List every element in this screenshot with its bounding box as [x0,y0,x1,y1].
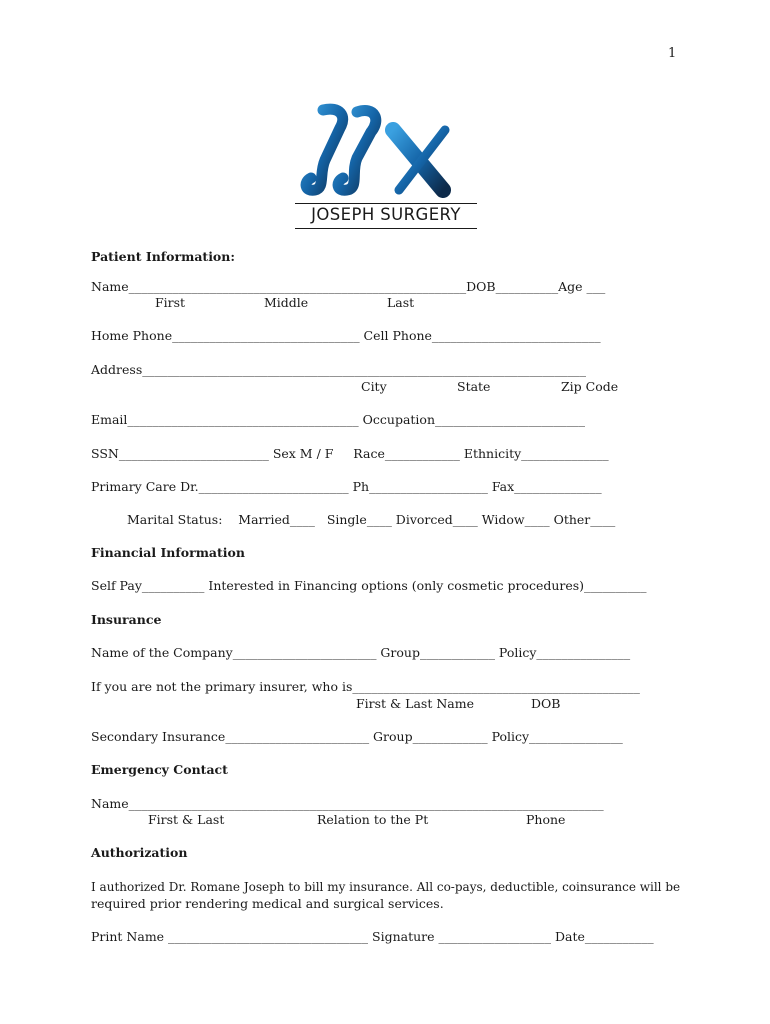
page-number: 1 [668,46,677,61]
brand-top-rule [295,203,477,204]
emergency-phone-label: Phone [526,812,566,827]
primary-insurer-field[interactable]: If you are not the primary insurer, who is______________________________________________ [91,679,640,694]
brand-name: JOSEPH SURGERY [311,205,461,224]
name-middle-label: Middle [264,295,309,310]
address-field[interactable]: Address_______________________________________________________________________ [91,362,586,377]
insurer-name-label: First & Last Name [356,696,474,711]
self-pay-field[interactable]: Self Pay__________ Interested in Financing options (only cosmetic procedures)__________ [91,578,647,593]
emergency-relation-label: Relation to the Pt [317,812,429,827]
insurance-company-field[interactable]: Name of the Company_______________________ Group____________ Policy_______________ [91,645,631,660]
insurance-heading: Insurance [91,612,162,627]
primary-care-field[interactable]: Primary Care Dr.________________________ Ph___________________ Fax______________ [91,479,602,494]
signature-field[interactable]: Print Name ________________________________ Signature __________________ Date___________ [91,929,654,944]
email-occupation-field[interactable]: Email_____________________________________ Occupation________________________ [91,412,586,427]
patient-info-heading: Patient Information: [91,249,235,264]
marital-status-field[interactable]: Marital Status: Married____ Single____ Divorced____ Widow____ Other____ [127,512,616,527]
authorization-text-line2: required prior rendering medical and surgical services. [91,896,444,911]
name-last-label: Last [387,295,415,310]
emergency-heading: Emergency Contact [91,762,228,777]
authorization-text-line1: I authorized Dr. Romane Joseph to bill my insurance. All co-pays, deductible, coinsurance will be [91,880,681,894]
secondary-insurance-field[interactable]: Secondary Insurance_______________________ Group____________ Policy_______________ [91,729,623,744]
brand-bottom-rule [295,228,477,229]
address-state-label: State [457,379,491,394]
ssn-sex-race-field[interactable]: SSN________________________ Sex M / F Race____________ Ethnicity______________ [91,446,609,461]
address-city-label: City [361,379,387,394]
phone-field[interactable]: Home Phone______________________________ Cell Phone___________________________ [91,328,601,343]
emergency-name-field[interactable]: Name____________________________________________________________________________ [91,796,604,811]
emergency-first-last-label: First & Last [148,812,225,827]
insurer-dob-label: DOB [531,696,561,711]
financial-heading: Financial Information [91,545,245,560]
name-first-label: First [155,295,186,310]
authorization-heading: Authorization [91,845,188,860]
name-field[interactable]: Name______________________________________________________DOB__________Age ___ [91,279,606,294]
address-zip-label: Zip Code [561,379,619,394]
